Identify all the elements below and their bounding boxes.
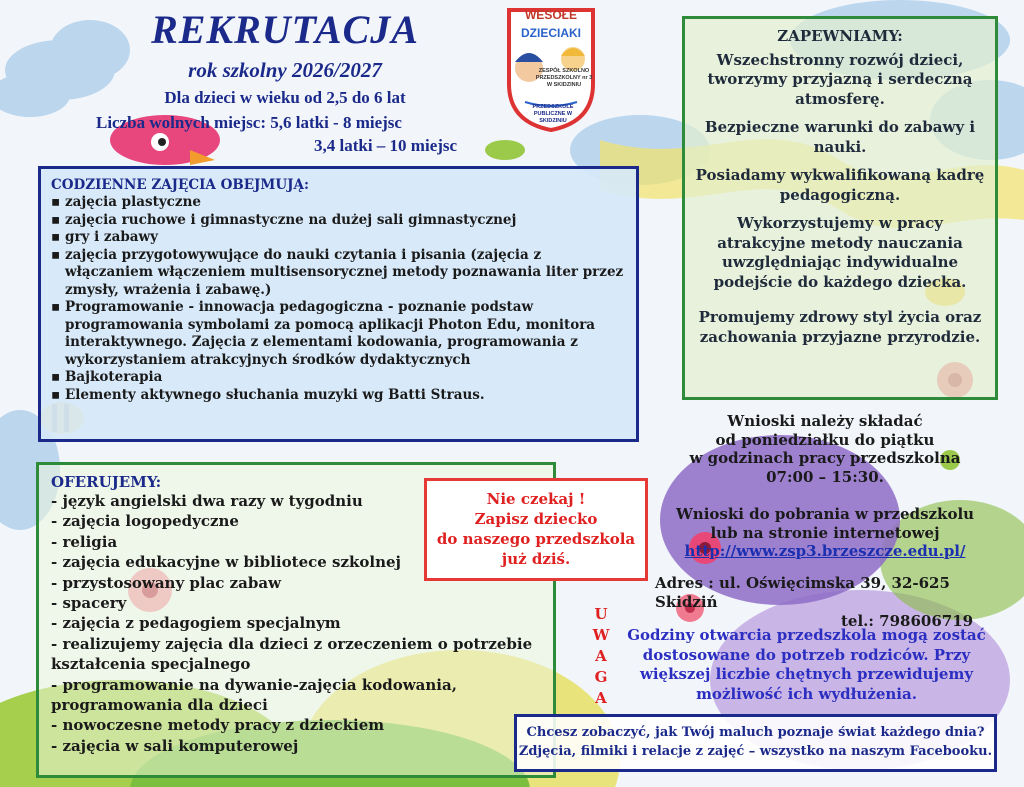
logo-text-top: WESOŁE: [524, 8, 577, 22]
list-item: - programowanie na dywanie-zajęcia kodowania, programowania dla dzieci: [51, 675, 457, 715]
apps-line-2: od poniedziałku do piątku: [715, 430, 935, 449]
assure-heading: ZAPEWNIAMY:: [777, 27, 903, 45]
assure-paragraph: Posiadamy wykwalifikowaną kadrę pedagogiczną.: [695, 166, 985, 204]
available-places: [96, 111, 496, 157]
download-line-2: lub na stronie internetowej: [710, 523, 940, 542]
list-item: - zajęcia z pedagogiem specjalnym: [51, 614, 341, 633]
address: Adres : ul. Oświęcimska 39, 32-625 Skidziń: [655, 574, 950, 611]
offer-heading: OFERUJEMY:: [51, 473, 162, 491]
list-item: ▪ zajęcia przygotowywujące do nauki czytania i pisania (zajęcia z włączaniem włączeniem multisensorycznej metody poznawania liter przez zmysły, wrażenia i zabawę.): [51, 247, 626, 300]
logo-text-brand: DZIECIAKI: [521, 26, 581, 40]
list-item: ▪ Elementy aktywnego słuchania muzyki wg Batti Straus.: [51, 387, 626, 405]
notice-letter: G: [594, 668, 608, 686]
facebook-line-2: Zdjęcia, filmiki i relacje z zajęć – wszystko na naszym Facebooku.: [518, 744, 993, 759]
list-item: - przystosowany plac zabaw: [51, 573, 281, 592]
list-item: - realizujemy zajęcia dla dzieci z orzeczeniem o potrzebie kształcenia specjalnego: [51, 634, 533, 674]
assure-paragraph: Wszechstronny rozwój dzieci, tworzymy przyjazną i serdeczną atmosferę.: [707, 50, 973, 108]
notice-letter: W: [592, 626, 610, 644]
daily-heading: CODZIENNE ZAJĘCIA OBEJMUJĄ:: [51, 177, 309, 193]
assure-paragraph: Wykorzystujemy w pracy atrakcyjne metody nauczania uwzględniając indywidualne podejście do każdego dziecka.: [713, 214, 967, 291]
facebook-line-1: Chcesz zobaczyć, jak Twój maluch poznaje świat każdego dnia?: [526, 725, 985, 740]
enroll-callout: [424, 478, 648, 581]
applications-info: [660, 412, 990, 486]
apps-line-3: w godzinach pracy przedszkolna: [689, 449, 961, 467]
list-item: ▪ zajęcia ruchowe i gimnastyczne na dużej sali gimnastycznej: [51, 212, 626, 230]
download-line-1: Wnioski do pobrania w przedszkolu: [675, 505, 975, 523]
notice-letter: A: [595, 647, 607, 665]
notice-label: [591, 604, 611, 709]
cta-line-2: Zapisz dziecko: [474, 510, 598, 528]
notice-letter: U: [594, 605, 608, 623]
cta-line-1: Nie czekaj !: [486, 490, 586, 508]
age-range: Dla dzieci w wieku od 2,5 do 6 lat: [164, 88, 406, 107]
notice-letter: A: [595, 689, 607, 707]
page-title: REKRUTACJA: [151, 7, 419, 52]
list-item: - nowoczesne metody pracy z dzieckiem: [51, 716, 385, 735]
download-info: [660, 505, 990, 561]
cta-line-4: już dziś.: [501, 550, 571, 568]
phone-number: tel.: 798606719: [841, 612, 974, 630]
notice-text: Godziny otwarcia przedszkola mogą zostać dostosowane do potrzeb rodziców. Przy większej liczbie chętnych przewidujemy możliwość ich wydłużenia.: [627, 626, 986, 703]
assure-paragraph: Bezpieczne warunki do zabawy i nauki.: [704, 118, 976, 156]
daily-list: [51, 194, 626, 404]
logo-school-name: ZESPÓŁ SZKOLNO PRZEDSZKOLNY nr 3 W SKIDZINIU: [535, 68, 593, 88]
facebook-box: [514, 714, 997, 772]
list-item: - zajęcia edukacyjne w bibliotece szkolnej: [51, 553, 401, 572]
apps-hours: 07:00 – 15:30.: [766, 467, 884, 486]
list-item: ▪ zajęcia plastyczne: [51, 194, 626, 212]
list-item: ▪ Bajkoterapia: [51, 369, 626, 387]
places-line-2: 3,4 latki – 10 miejsc: [314, 136, 458, 155]
list-item: - spacery: [51, 594, 127, 613]
website-link[interactable]: http://www.zsp3.brzeszcze.edu.pl/: [684, 542, 966, 560]
list-item: - zajęcia w sali komputerowej: [51, 736, 299, 755]
cta-line-3: do naszego przedszkola: [436, 530, 636, 548]
list-item: ▪ gry i zabawy: [51, 229, 626, 247]
apps-line-1: Wnioski należy składać: [727, 412, 923, 430]
places-line-1: Liczba wolnych miejsc: 5,6 latki - 8 miejsc: [96, 113, 402, 132]
daily-activities-box: [38, 166, 639, 442]
assurances-box: [682, 16, 998, 400]
school-year: rok szkolny 2026/2027: [188, 58, 382, 82]
list-item: ▪ Programowanie - innowacja pedagogiczna - poznanie podstaw programowania symbolami za pomocą aplikacji Photon Edu, monitora interaktywnego. Zajęcia z elementami kodowania, programowania z wykorzystaniem atrakcyjnych środków dydaktycznych: [51, 299, 626, 369]
list-item: - zajęcia logopedyczne: [51, 512, 239, 531]
list-item: - język angielski dwa razy w tygodniu: [51, 492, 363, 510]
logo-preschool-name: PRZEDSZKOLE PUBLICZNE W SKIDZINIU: [532, 104, 574, 124]
assure-paragraph: Promujemy zdrowy styl życia oraz zachowania przyjazne przyrodzie.: [698, 308, 982, 346]
list-item: - religia: [51, 532, 118, 551]
contact-info: [655, 574, 995, 631]
